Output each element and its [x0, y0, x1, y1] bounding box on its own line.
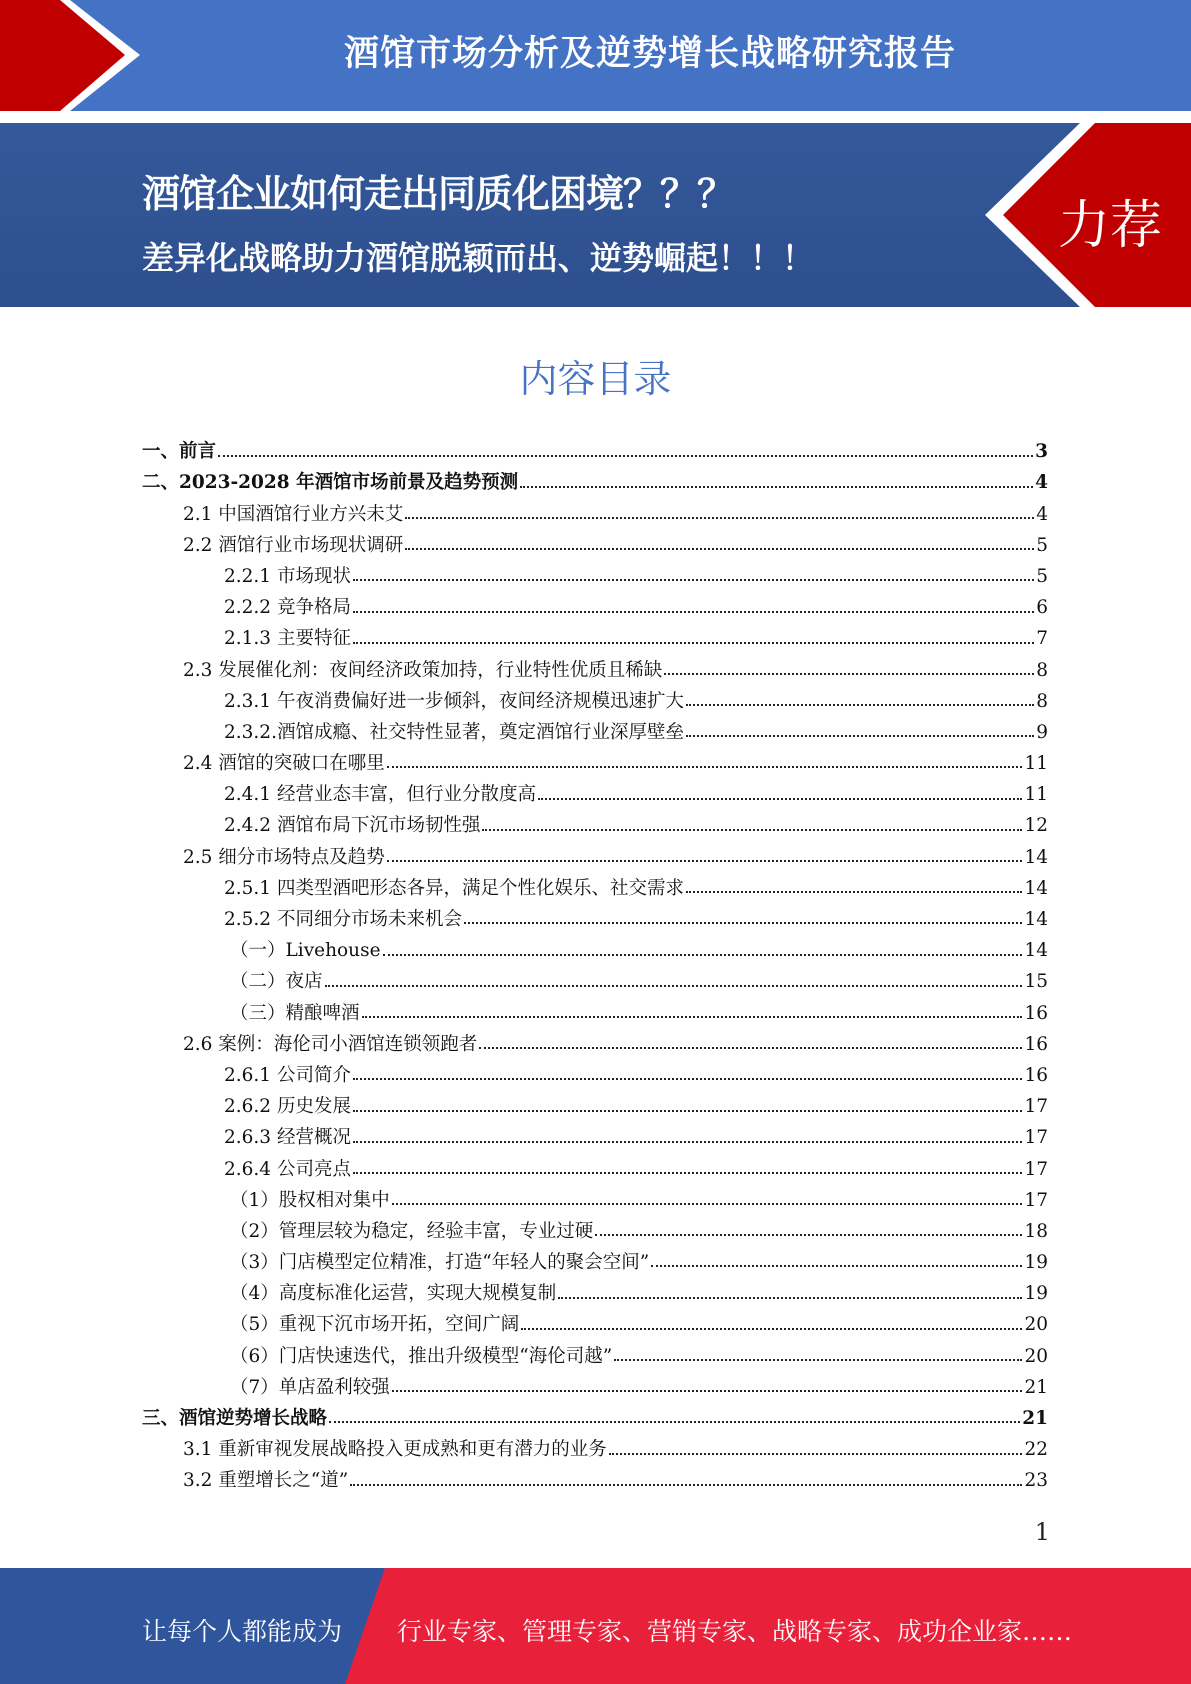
toc-entry[interactable]: 2.2.1 市场现状 5 — [224, 565, 1048, 587]
toc-entry[interactable]: 2.2 酒馆行业市场现状调研 5 — [183, 534, 1048, 556]
toc-entry[interactable]: （1）股权相对集中 17 — [230, 1189, 1048, 1211]
toc-entry[interactable]: 2.1.3 主要特征 7 — [224, 628, 1048, 650]
toc-title: 内容目录 — [519, 357, 672, 401]
toc-entry[interactable]: （二）夜店 15 — [230, 971, 1048, 993]
toc-entry[interactable]: 2.4.1 经营业态丰富，但行业分散度高 11 — [224, 784, 1048, 806]
toc-entry[interactable]: （三）精酿啤酒 16 — [230, 1002, 1048, 1024]
toc-entry[interactable]: 2.4 酒馆的突破口在哪里 11 — [183, 753, 1048, 775]
toc-entry[interactable]: 一、前言 3 — [142, 441, 1048, 463]
toc-entry[interactable]: （4）高度标准化运营，实现大规模复制 19 — [230, 1283, 1048, 1305]
toc-entry[interactable]: 2.5 细分市场特点及趋势 14 — [183, 846, 1048, 868]
toc-entry[interactable]: 2.5.2 不同细分市场未来机会 14 — [224, 909, 1048, 930]
toc-entry[interactable]: （7）单店盈利较强 21 — [230, 1376, 1048, 1398]
toc-entry[interactable]: 2.3.1 午夜消费偏好进一步倾斜，夜间经济规模迅速扩大 8 — [224, 690, 1048, 712]
toc-entry[interactable]: 2.6.3 经营概况 17 — [224, 1127, 1048, 1149]
toc-entry[interactable]: 2.6 案例：海伦司小酒馆连锁领跑者 16 — [183, 1033, 1048, 1055]
toc-entry[interactable]: 2.6.2 历史发展 17 — [224, 1096, 1048, 1118]
recommend-badge-label: 力荐 — [1058, 196, 1163, 256]
footer-slogan-lead: 让每个人都能成为 — [142, 1617, 343, 1646]
toc-entry[interactable]: （2）管理层较为稳定，经验丰富，专业过硬 18 — [230, 1220, 1048, 1242]
toc-entry[interactable]: 2.6.1 公司简介 16 — [224, 1064, 1048, 1086]
red-chevron-decoration — [0, 0, 150, 111]
toc-entry[interactable]: （一）Livehouse 14 — [230, 940, 1048, 962]
header-divider — [0, 111, 1191, 123]
toc-entry[interactable]: 2.2.2 竞争格局 6 — [224, 597, 1048, 619]
toc-entry[interactable]: 2.5.1 四类型酒吧形态各异，满足个性化娱乐、社交需求 14 — [224, 877, 1048, 899]
toc-entry[interactable]: 2.4.2 酒馆布局下沉市场韧性强 12 — [224, 815, 1048, 837]
page-number: 1 — [1034, 1518, 1050, 1546]
toc-entry[interactable]: 2.3 发展催化剂：夜间经济政策加持，行业特性优质且稀缺 8 — [183, 659, 1048, 681]
toc-entry[interactable]: 2.1 中国酒馆行业方兴未艾 4 — [183, 503, 1048, 525]
footer-slogan-roles: 行业专家、管理专家、营销专家、战略专家、成功企业家…… — [397, 1617, 1073, 1646]
toc-entry[interactable]: 二、2023-2028 年酒馆市场前景及趋势预测 4 — [142, 472, 1048, 494]
toc-entry[interactable]: （5）重视下沉市场开拓，空间广阔 20 — [230, 1314, 1048, 1336]
hero-slogan: 差异化战略助力酒馆脱颖而出、逆势崛起！！！ — [142, 239, 815, 277]
toc-entry[interactable]: 三、酒馆逆势增长战略 21 — [142, 1408, 1048, 1429]
toc-entry[interactable]: （3）门店模型定位精准，打造“年轻人的聚会空间” 19 — [230, 1252, 1048, 1274]
toc-entry[interactable]: 3.2 重塑增长之“道” 23 — [183, 1470, 1048, 1492]
toc-entry[interactable]: （6）门店快速迭代，推出升级模型“海伦司越” 20 — [230, 1345, 1048, 1367]
toc-entry[interactable]: 2.6.4 公司亮点 17 — [224, 1158, 1048, 1180]
hero-banner — [0, 123, 1191, 307]
toc-entry[interactable]: 3.1 重新审视发展战略投入更成熟和更有潜力的业务 22 — [183, 1439, 1048, 1461]
report-title: 酒馆市场分析及逆势增长战略研究报告 — [343, 34, 956, 74]
hero-question: 酒馆企业如何走出同质化困境？？？ — [142, 172, 735, 216]
table-of-contents — [142, 436, 1048, 1496]
toc-entry[interactable]: 2.3.2.酒馆成瘾、社交特性显著，奠定酒馆行业深厚壁垒 9 — [224, 721, 1048, 743]
